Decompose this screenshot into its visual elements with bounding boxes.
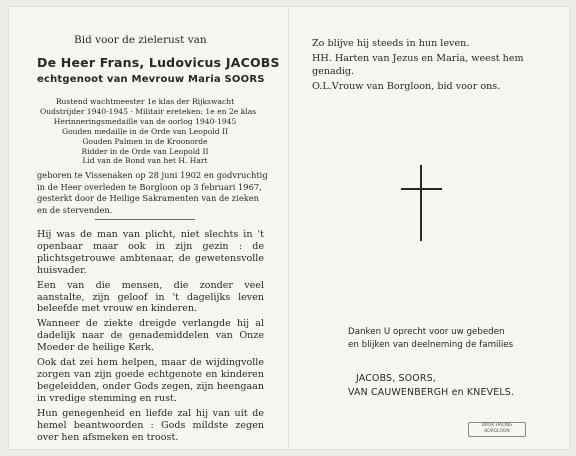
family-names bbox=[348, 372, 514, 400]
honor-line: Gouden Palmen in de Kroonorde bbox=[82, 136, 208, 146]
eulogy-paragraph: Ook dat zei hem helpen, maar de wijdingvolle zorgen van zijn goede echtgenote en kinderen begeleidden, onder Gods zegen, zijn heengaan in vredige stemming en rust. bbox=[37, 357, 264, 404]
intro-line: Bid voor de zielerust van bbox=[74, 34, 207, 46]
prayer-line: HH. Harten van Jezus en Maria, weest hem genadig. bbox=[312, 53, 524, 77]
life-line: gesterkt door de Heilige Sakramenten van de zieken bbox=[37, 193, 260, 204]
card-fold bbox=[288, 6, 289, 450]
cross-vertical bbox=[420, 165, 422, 241]
prayer-line: Zo blijve hij steeds in hun leven. bbox=[312, 38, 470, 49]
family-line: JACOBS, SOORS, bbox=[356, 373, 436, 384]
printer-city: BORGLOON bbox=[484, 428, 510, 434]
eulogy-paragraph: Een van die mensen, die zonder veel aanstalte, zijn geloof in 't dagelijks leven beleefde met vrouw en kinderen. bbox=[37, 279, 264, 315]
life-line: en de stervenden. bbox=[37, 204, 113, 215]
honor-line: Oudstrijder 1940-1945 · Militair ereteken: 1e en 2e klas bbox=[40, 106, 257, 116]
eulogy-paragraph: Hun genegenheid en liefde zal hij van uit de hemel beantwoorden : Gods mildste zegen over hen afsmeken en troost. bbox=[37, 407, 264, 443]
deceased-name: De Heer Frans, Ludovicus JACOBS bbox=[37, 55, 280, 70]
spouse-line: echtgenoot van Mevrouw Maria SOORS bbox=[37, 74, 265, 85]
honors-list bbox=[40, 97, 257, 166]
prayer-text bbox=[312, 38, 558, 97]
life-line: geboren te Vissenaken op 28 juni 1902 en godvruchtig bbox=[37, 170, 268, 180]
eulogy-text bbox=[37, 229, 264, 443]
cross-horizontal bbox=[401, 188, 442, 190]
eulogy-paragraph: Hij was de man van plicht, niet slechts in 't openbaar maar ook in zijn gezin : de plichtsgetrouwe ambtenaar, de gewetensvolle huisvader. bbox=[37, 229, 264, 276]
life-line: in de Heer overleden te Borgloon op 3 februari 1967, bbox=[37, 181, 262, 192]
honor-line: Ridder in de Orde van Leopold II bbox=[81, 146, 209, 156]
honor-line: Rustend wachtmeester 1e klas der Rijkswacht bbox=[55, 97, 235, 106]
printer-stamp bbox=[468, 422, 526, 437]
honor-line: Gouden medaille in de Orde van Leopold II bbox=[62, 126, 228, 136]
thanks-line: Danken U oprecht voor uw gebeden bbox=[348, 327, 505, 337]
honor-line: Herinneringsmedaille van de oorlog 1940-1945 bbox=[53, 116, 237, 126]
honor-line: Lid van de Bond van het H. Hart bbox=[82, 156, 208, 166]
divider bbox=[95, 219, 195, 220]
thanks-text bbox=[348, 326, 513, 353]
prayer-line: O.L.Vrouw van Borgloon, bid voor ons. bbox=[312, 81, 501, 93]
thanks-line: en blijken van deelneming de families bbox=[348, 340, 514, 351]
eulogy-paragraph: Wanneer de ziekte dreigde verlangde hij al dadelijk naar de genademiddelen van Onze Moeder de heilige Kerk. bbox=[37, 318, 264, 354]
printer-name: DRUK HALING bbox=[481, 423, 513, 428]
family-line: VAN CAUWENBERGH en KNEVELS. bbox=[348, 387, 515, 398]
life-dates bbox=[37, 170, 268, 216]
